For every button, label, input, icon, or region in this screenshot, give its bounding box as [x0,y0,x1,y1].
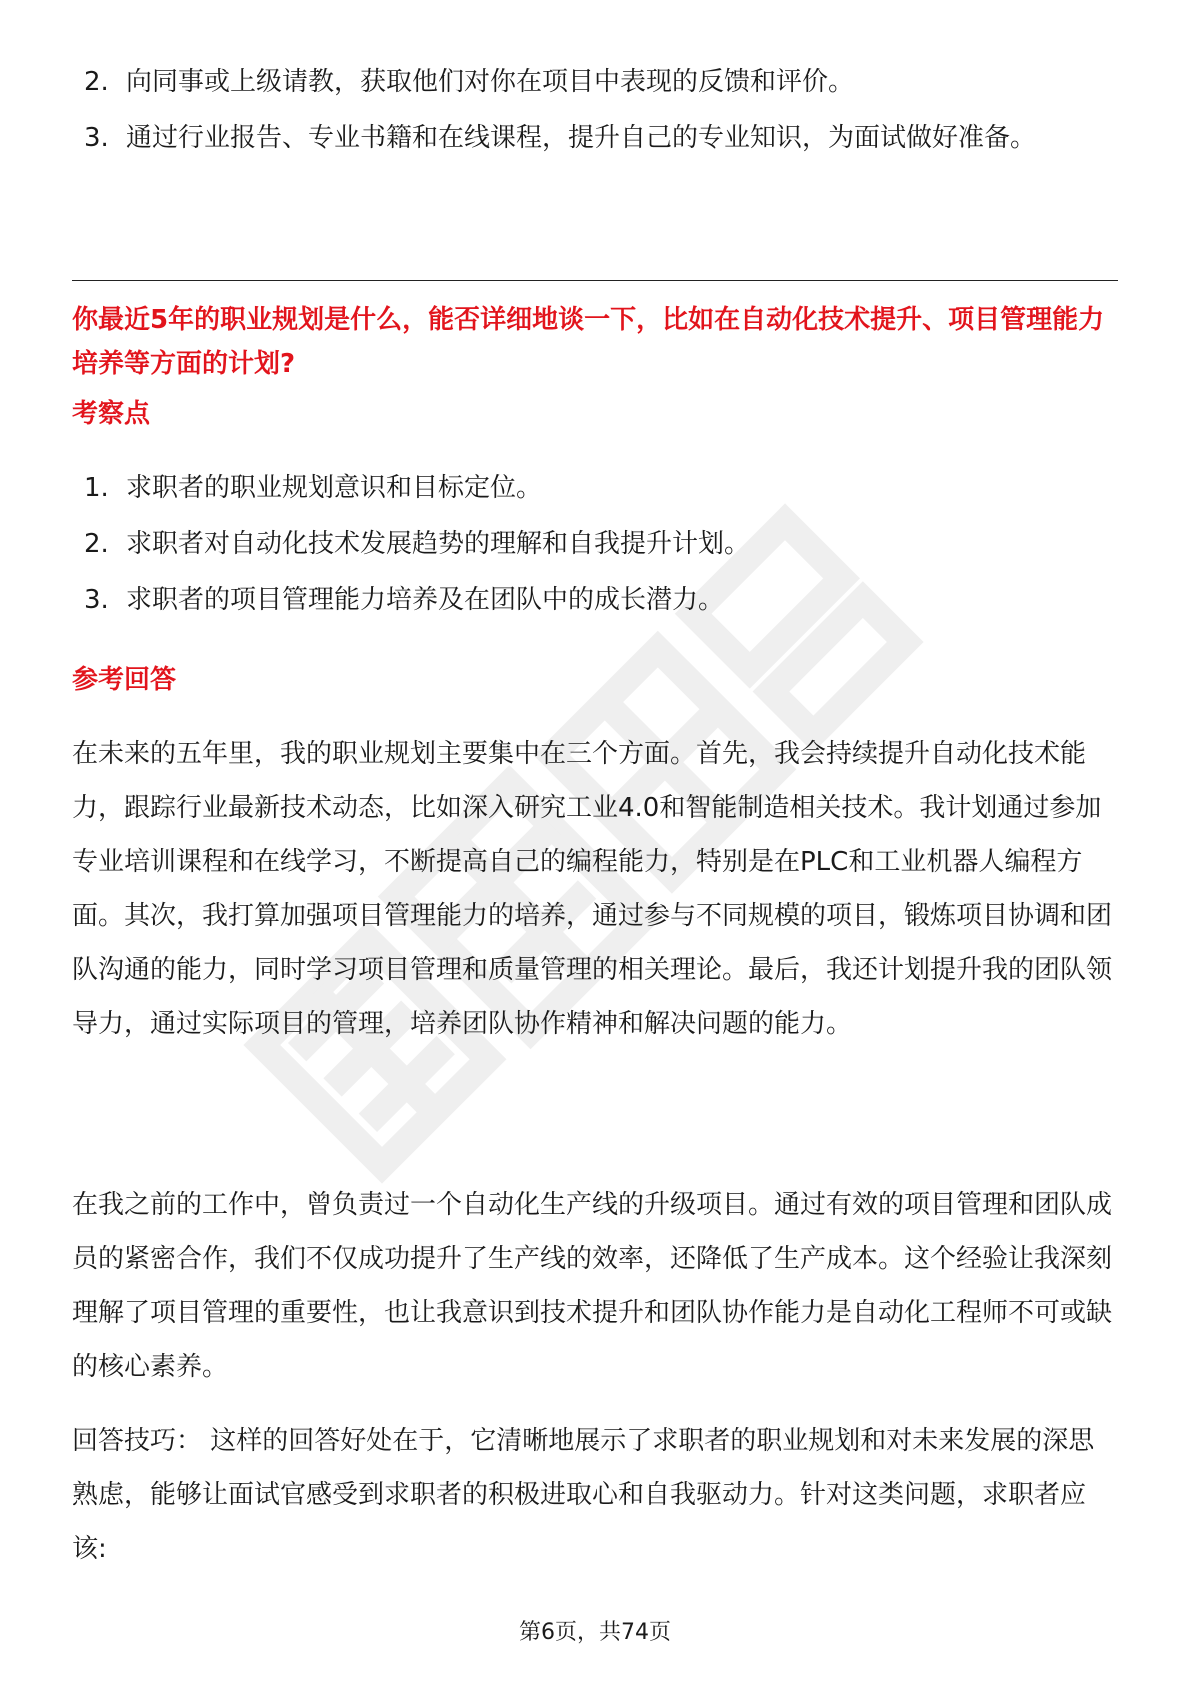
list-item-number: 3. [84,585,109,615]
list-item-text: 求职者的项目管理能力培养及在团队中的成长潜力。 [126,585,725,615]
list-item [72,460,1112,516]
list-item-number: 3. [84,123,109,153]
section-divider [72,280,1118,281]
interview-question-heading: 你最近5年的职业规划是什么，能否详细地谈一下，比如在自动化技术提升、项目管理能力培养等方面的计划? [72,305,1105,379]
list-item-text: 通过行业报告、专业书籍和在线课程，提升自己的专业知识，为面试做好准备。 [126,123,1037,153]
list-item-text: 向同事或上级请教，获取他们对你在项目中表现的反馈和评价。 [126,67,855,97]
page-number-footer: 第6页，共74页 [519,1620,671,1645]
list-item [72,54,1112,110]
list-item-number: 2. [84,529,109,559]
list-item-number: 2. [84,67,109,97]
list-item [72,516,1112,572]
list-item [72,572,1112,628]
assessment-points-label: 考察点 [72,399,151,429]
answer-tips-paragraph: 回答技巧： 这样的回答好处在于，它清晰地展示了求职者的职业规划和对未来发展的深思熟虑，能够让面试官感受到求职者的积极进取心和自我驱动力。针对这类问题，求职者应该: [72,1426,1095,1564]
previous-tips-list [72,54,1112,166]
reference-answer-label: 参考回答 [72,665,177,695]
list-item-number: 1. [84,473,109,503]
answer-paragraph: 在未来的五年里，我的职业规划主要集中在三个方面。首先，我会持续提升自动化技术能力，跟踪行业最新技术动态，比如深入研究工业4.0和智能制造相关技术。我计划通过参加专业培训课程和在线学习，不断提高自己的编程能力，特别是在PLC和工业机器人编程方面。其次，我打算加强项目管理能力的培养，通过参与不同规模的项目，锻炼项目协调和团队沟通的能力，同时学习项目管理和质量管理的相关理论。最后，我还计划提升我的团队领导力，通过实际项目的管理，培养团队协作精神和解决问题的能力。 [72,739,1113,1039]
list-item [72,110,1112,166]
list-item-text: 求职者对自动化技术发展趋势的理解和自我提升计划。 [126,529,751,559]
list-item-text: 求职者的职业规划意识和目标定位。 [126,473,543,503]
assessment-points-list [72,460,1112,628]
answer-paragraph: 在我之前的工作中，曾负责过一个自动化生产线的升级项目。通过有效的项目管理和团队成员的紧密合作，我们不仅成功提升了生产线的效率，还降低了生产成本。这个经验让我深刻理解了项目管理的重要性，也让我意识到技术提升和团队协作能力是自动化工程师不可或缺的核心素养。 [72,1190,1113,1382]
